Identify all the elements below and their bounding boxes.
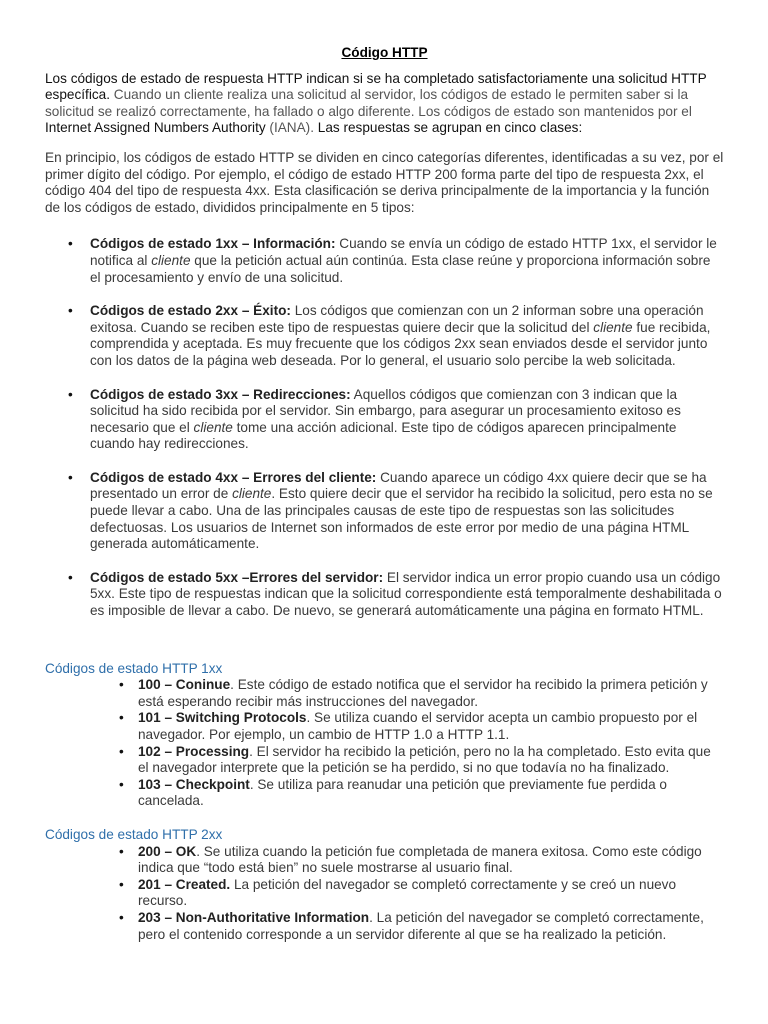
- code-item-103: [119, 776, 724, 810]
- code-item-102: [119, 743, 724, 777]
- code-list-1xx: [45, 677, 724, 810]
- category-item-3xx: [68, 386, 724, 453]
- category-item-5xx: [68, 569, 724, 620]
- category-text-b: . Esto quiere decir que el servidor ha recibido la solicitud, pero esta no se puede llevar a cabo. Una de las principales causas de este tipo de respuestas son las solicitudes defectuosas. Los usuarios de Internet son informados de este error por medio de una página HTML generada automáticamente.: [90, 486, 713, 552]
- bullet-icon: •: [119, 843, 124, 859]
- code-item-101: [119, 710, 724, 743]
- intro-paragraph: [45, 71, 724, 137]
- category-text-b: tome una acción adicional. Este tipo de códigos aparecen principalmente cuando hay redirecciones.: [90, 419, 677, 452]
- bullet-icon: •: [68, 303, 73, 319]
- category-text-a: Los códigos que comienzan con un 2 informan sobre una operación exitosa. Cuando se reciben este tipo de respuestas quiere decir que la solicitud del: [90, 303, 704, 335]
- bullet-icon: •: [119, 710, 124, 726]
- category-em: cliente: [151, 252, 191, 268]
- category-item-4xx: [68, 469, 724, 553]
- code-label: 101 – Switching Protocols: [138, 710, 307, 726]
- code-label: 103 – Checkpoint: [138, 776, 250, 792]
- bullet-icon: •: [68, 469, 73, 485]
- category-text-a: Aquellos códigos que comienzan con 3 indican que la solicitud ha sido recibida por el servidor. Sin embargo, para asegurar un procesamiento exitoso es necesario que el: [90, 386, 681, 435]
- category-heading: Códigos de estado 4xx – Errores del cliente:: [90, 469, 377, 485]
- category-text-b: fue recibida, comprendida y aceptada. Es muy frecuente que los códigos 2xx sean enviados desde el servidor junto con los datos de la página web deseada. Por lo general, el usuario solo percibe la web solicitada.: [90, 319, 711, 368]
- code-item-200: [119, 843, 724, 877]
- iana-abbrev: (IANA).: [265, 120, 314, 136]
- bullet-icon: •: [119, 909, 124, 925]
- code-item-201: [119, 876, 724, 910]
- code-label: 100 – Coninue: [138, 677, 231, 693]
- bullet-icon: •: [119, 876, 124, 892]
- section-heading-2xx: Códigos de estado HTTP 2xx: [45, 826, 223, 842]
- code-label: 200 – OK: [138, 843, 197, 859]
- code-label: 102 – Processing: [138, 743, 250, 759]
- code-desc: . El servidor ha recibido la petición, pero no la ha completado. Esto evita que el navegador interprete que la petición se ha perdido, si no que todavía no ha finalizado.: [138, 743, 711, 776]
- category-text-b: que la petición actual aún continúa. Esta clase reúne y proporciona información sobre el procesamiento y envío de una solicitud.: [90, 252, 711, 285]
- intro-text-2: Cuando un cliente realiza una solicitud al servidor, los códigos de estado le permiten saber si la solicitud se realizó correctamente, ha fallado o algo diferente. Los códigos de estado son mantenidos por el: [45, 87, 692, 119]
- bullet-icon: •: [119, 743, 124, 759]
- bullet-icon: •: [119, 776, 124, 792]
- bullet-icon: •: [68, 569, 73, 585]
- category-list: [45, 236, 724, 619]
- code-item-100: [119, 677, 724, 710]
- category-text-a: Cuando se envía un código de estado HTTP 1xx, el servidor le notifica al: [90, 236, 717, 268]
- category-text-a: Cuando aparece un código 4xx quiere decir que se ha presentado un error de: [90, 469, 707, 502]
- bullet-icon: •: [68, 386, 73, 402]
- category-em: cliente: [193, 419, 233, 435]
- code-label: 203 – Non-Authoritative Information: [138, 909, 370, 925]
- code-label: 201 – Created.: [138, 876, 231, 892]
- bullet-icon: •: [68, 236, 73, 252]
- document-title: Código HTTP: [341, 45, 428, 60]
- code-desc: La petición del navegador se completó correctamente y se creó un nuevo recurso.: [138, 876, 677, 909]
- category-em: cliente: [232, 486, 272, 502]
- code-desc: . La petición del navegador se completó correctamente, pero el contenido corresponde a un servidor diferente al que se ha realizado la petición.: [138, 909, 704, 942]
- bullet-icon: •: [119, 677, 124, 693]
- category-text-a: El servidor indica un error propio cuando usa un código 5xx. Este tipo de respuestas indican que la solicitud correspondiente está temporalmente deshabilitada o es imposible de llevar a cabo. De nuevo, se generará automáticamente una página en formato HTML.: [90, 569, 722, 619]
- code-list-2xx: [45, 844, 724, 944]
- category-heading: Códigos de estado 3xx – Redirecciones:: [90, 386, 351, 402]
- intro-text-4: Las respuestas se agrupan en cinco clases:: [313, 120, 583, 136]
- code-desc: . Se utiliza cuando el servidor acepta un cambio propuesto por el navegador. Por ejemplo, un cambio de HTTP 1.0 a HTTP 1.1.: [138, 710, 698, 742]
- code-desc: . Se utiliza para reanudar una petición que previamente fue perdida o cancelada.: [138, 776, 667, 809]
- category-heading: Códigos de estado 1xx – Información:: [90, 236, 336, 252]
- code-desc: . Este código de estado notifica que el servidor ha recibido la primera petición y está esperando recibir más instrucciones del navegador.: [138, 677, 708, 709]
- category-em: cliente: [593, 319, 633, 335]
- iana-name: Internet Assigned Numbers Authority: [45, 120, 266, 136]
- classification-paragraph: En principio, los códigos de estado HTTP se dividen en cinco categorías diferentes, identificadas a su vez, por el primer dígito del código. Por ejemplo, el código de estado HTTP 200 forma parte del tipo de respuesta 2xx, el código 404 del tipo de respuesta 4xx. Esta clasificación se deriva principalmente de la importancia y la función de los códigos de estado, divididos principalmente en 5 tipos:: [45, 149, 724, 215]
- category-item-2xx: [68, 303, 724, 369]
- category-heading: Códigos de estado 5xx –Errores del servidor:: [90, 569, 384, 585]
- intro-text-1: Los códigos de estado de respuesta HTTP indican si se ha completado satisfactoriamente una solicitud HTTP específica.: [45, 70, 707, 103]
- category-item-1xx: [68, 236, 724, 286]
- category-heading: Códigos de estado 2xx – Éxito:: [90, 303, 291, 319]
- code-item-203: [119, 909, 724, 943]
- code-desc: . Se utiliza cuando la petición fue completada de manera exitosa. Como este código indica que “todo está bien” no suele mostrarse al usuario final.: [138, 843, 702, 876]
- section-heading-1xx: Códigos de estado HTTP 1xx: [45, 660, 223, 676]
